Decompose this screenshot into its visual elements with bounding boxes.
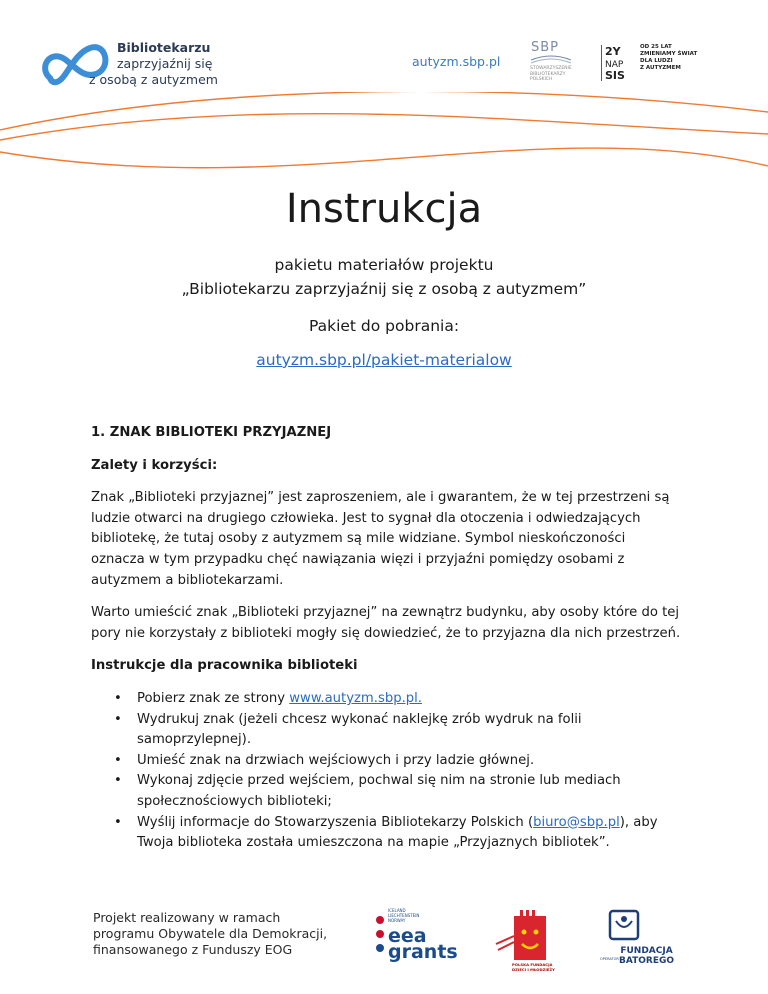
list-item-text: Wykonaj zdjęcie przed wejściem, pochwal się nim na stronie lub mediach społecznościowych biblioteki; xyxy=(137,773,621,809)
bullet-icon: • xyxy=(114,814,122,830)
svg-text:2Y: 2Y xyxy=(605,45,621,58)
grants-word: grants xyxy=(388,941,458,963)
benefits-heading: Zalety i korzyści: xyxy=(91,457,218,473)
title-line-3: Pakiet do pobrania: xyxy=(308,317,460,335)
anniversary-mark-icon xyxy=(601,43,641,83)
paragraph-2: Warto umieścić znak „Biblioteki przyjaznej” na zewnątrz budynku, aby osoby które do tej pory nie korzystały z biblioteki mogły się dowiedzieć, że to przyjazna dla nich przestrzeń. xyxy=(91,605,681,641)
batory-text xyxy=(619,946,674,966)
section-heading: 1. ZNAK BIBLIOTEKI PRZYJAZNEJ xyxy=(91,425,332,440)
email-link[interactable]: biuro@sbp.pl xyxy=(533,814,620,830)
website-link[interactable]: www.autyzm.sbp.pl. xyxy=(289,690,422,706)
title-line-2: „Bibliotekarzu zaprzyjaźnij się z osobą z autyzmem” xyxy=(181,280,587,298)
footer-line-3: finansowanego z Funduszy EOG xyxy=(93,942,293,957)
list-item-text: Umieść znak na drzwiach wejściowych i przy ladzie głównej. xyxy=(137,752,535,768)
list-item-text: Wyślij informacje do Stowarzyszenia Bibliotekarzy Polskich ( xyxy=(137,814,534,830)
batory-operator: OPERATOR xyxy=(600,957,619,961)
list-item-text: Wydrukuj znak (jeżeli chcesz wykonać naklejkę zrób wydruk na folii samoprzylepnej). xyxy=(137,711,582,748)
bullet-icon: • xyxy=(114,690,122,706)
package-link[interactable]: autyzm.sbp.pl/pakiet-materialow xyxy=(256,351,512,369)
batory-word-1: FUNDACJA xyxy=(620,946,673,956)
list-item-text: ), aby Twoja biblioteka została umieszczona na mapie „Przyjaznych bibliotek”. xyxy=(137,814,658,851)
title-line-1: pakietu materiałów projektu xyxy=(274,256,494,274)
anniv-line-3: DLA LUDZI xyxy=(640,58,673,64)
logo-subtitle-2: z osobą z autyzmem xyxy=(89,72,218,87)
sbp-logo-short: SBP xyxy=(531,40,560,55)
footer-line-1: Projekt realizowany w ramach xyxy=(93,910,281,925)
anniv-line-2: ZMIENIAMY ŚWIAT xyxy=(640,51,698,57)
bullet-icon: • xyxy=(114,711,122,727)
bullet-icon: • xyxy=(114,773,122,789)
list-item xyxy=(91,813,681,854)
section-1 xyxy=(91,423,681,854)
pfdim-text: POLSKA FUNDACJA DZIECI I MŁODZIEŻY xyxy=(512,962,555,972)
paragraph-1: Znak „Biblioteki przyjaznej” jest zaproszeniem, ale i gwarantem, że w tej przestrzeni są ludzie otwarci na drugiego człowieka. Jest to sygnał dla otoczenia i odwiedzających bibliotekę, że tutaj osoby z autyzmem są mile widziane. Symbol nieskończoności oznacza w tym przypadku chęć nawiązania więzi i przyjaźni pomiędzy osobami z autyzmem a bibliotekarzami. xyxy=(91,490,670,588)
sbp-logo-full: STOWARZYSZENIE BIBLIOTEKARZY POLSKICH xyxy=(530,66,572,82)
instructions-heading: Instrukcje dla pracownika biblioteki xyxy=(91,658,358,674)
svg-text:SIS: SIS xyxy=(605,69,625,82)
logo-title: Bibliotekarzu xyxy=(117,40,211,55)
anniv-line-1: OD 25 LAT xyxy=(640,44,672,50)
logo-subtitle-1: zaprzyjaźnij się xyxy=(117,56,213,71)
list-item xyxy=(91,689,681,710)
list-item-text: Pobierz znak ze strony xyxy=(137,690,290,706)
bullet-icon: • xyxy=(114,752,122,768)
list-item xyxy=(91,771,681,812)
header-url-link[interactable]: autyzm.sbp.pl xyxy=(412,54,501,69)
instructions-list xyxy=(91,689,681,854)
footer-line-2: programu Obywatele dla Demokracji, xyxy=(93,926,328,941)
package-link-wrap xyxy=(0,351,768,369)
list-item xyxy=(91,710,681,751)
svg-text:NAP: NAP xyxy=(605,60,624,70)
eea-word: eea xyxy=(388,925,427,947)
batory-word-2: BATOREGO xyxy=(619,956,675,966)
eea-grants-text xyxy=(388,925,458,963)
list-item xyxy=(91,751,681,772)
page-title: Instrukcja xyxy=(285,186,483,232)
anniversary-text xyxy=(640,44,697,72)
eea-countries: ICELAND LIECHTENSTEIN NORWAY xyxy=(388,908,420,923)
anniv-line-4: Z AUTYZMEM xyxy=(640,65,681,71)
footer-funding-text xyxy=(93,910,327,958)
